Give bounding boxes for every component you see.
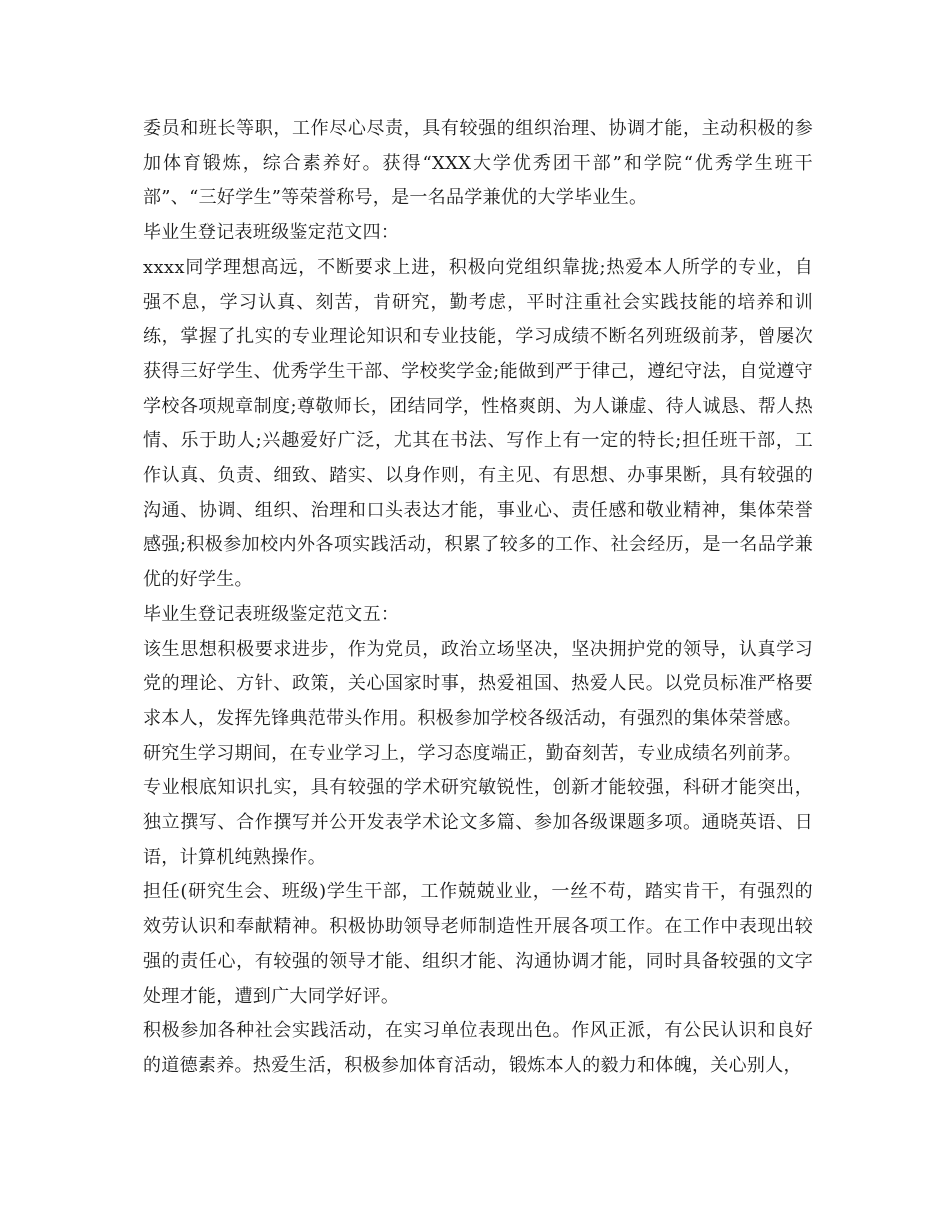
section-heading-sample-four: 毕业生登记表班级鉴定范文四：: [143, 222, 400, 244]
paragraph-sample-four: xxxx同学理想高远，不断要求上进，积极向党组织靠拢;热爱本人所学的专业，自强不息，学习认真、刻苦，肯研究，勤考虑，平时注重社会实践技能的培养和训练，掌握了扎实的专业理论知识和专业技能，学习成绩不断名列班级前茅，曾屡次获得三好学生、优秀学生干部、学校奖学金;能做到严于律己，遵纪守法，自觉遵守学校各项规章制度;尊敬师长，团结同学，性格爽朗、为人谦虚、待人诚恳、帮人热情、乐于助人;兴趣爱好广泛，尤其在书法、写作上有一定的特长;担任班干部，工作认真、负责、细致、踏实、以身作则，有主见、有思想、办事果断，具有较强的沟通、协调、组织、治理和口头表达才能，事业心、责任感和敬业精神，集体荣誉感强;积极参加校内外各项实践活动，积累了较多的工作、社会经历，是一名品学兼优的好学生。: [143, 256, 813, 591]
section-heading-sample-five: 毕业生登记表班级鉴定范文五：: [143, 603, 400, 625]
paragraph-sample-five-intro: 该生思想积极要求进步，作为党员，政治立场坚决，坚决拥护党的领导，认真学习党的理论、方针、政策，关心国家时事，热爱祖国、热爱人民。以党员标准严格要求本人，发挥先锋典范带头作用。积极参加学校各级活动，有强烈的集体荣誉感。: [143, 638, 813, 729]
paragraph-graduate-study: 研究生学习期间，在专业学习上，学习态度端正，勤奋刻苦，专业成绩名列前茅。: [143, 742, 802, 764]
paragraph-social-practice: 积极参加各种社会实践活动，在实习单位表现出色。作风正派，有公民认识和良好的道德素养。热爱生活，积极参加体育活动，锻炼本人的毅力和体魄，关心别人，: [143, 1020, 813, 1076]
paragraph-continuation: 委员和班长等职，工作尽心尽责，具有较强的组织治理、协调才能，主动积极的参加体育锻炼，综合素养好。获得“XXX大学优秀团干部”和学院“优秀学生班干部”、“三好学生”等荣誉称号，是一名品学兼优的大学毕业生。: [143, 118, 813, 209]
paragraph-student-cadre: 担任(研究生会、班级)学生干部，工作兢兢业业，一丝不苟，踏实肯干，有强烈的效劳认识和奉献精神。积极协助领导老师制造性开展各项工作。在工作中表现出较强的责任心，有较强的领导才能、组织才能、沟通协调才能，同时具备较强的文字处理才能，遭到广大同学好评。: [143, 881, 813, 1007]
paragraph-academic-foundation: 专业根底知识扎实，具有较强的学术研究敏锐性，创新才能较强，科研才能突出，独立撰写、合作撰写并公开发表学术论文多篇、参加各级课题多项。通晓英语、日语，计算机纯熟操作。: [143, 777, 813, 868]
document-body: [143, 112, 813, 1084]
